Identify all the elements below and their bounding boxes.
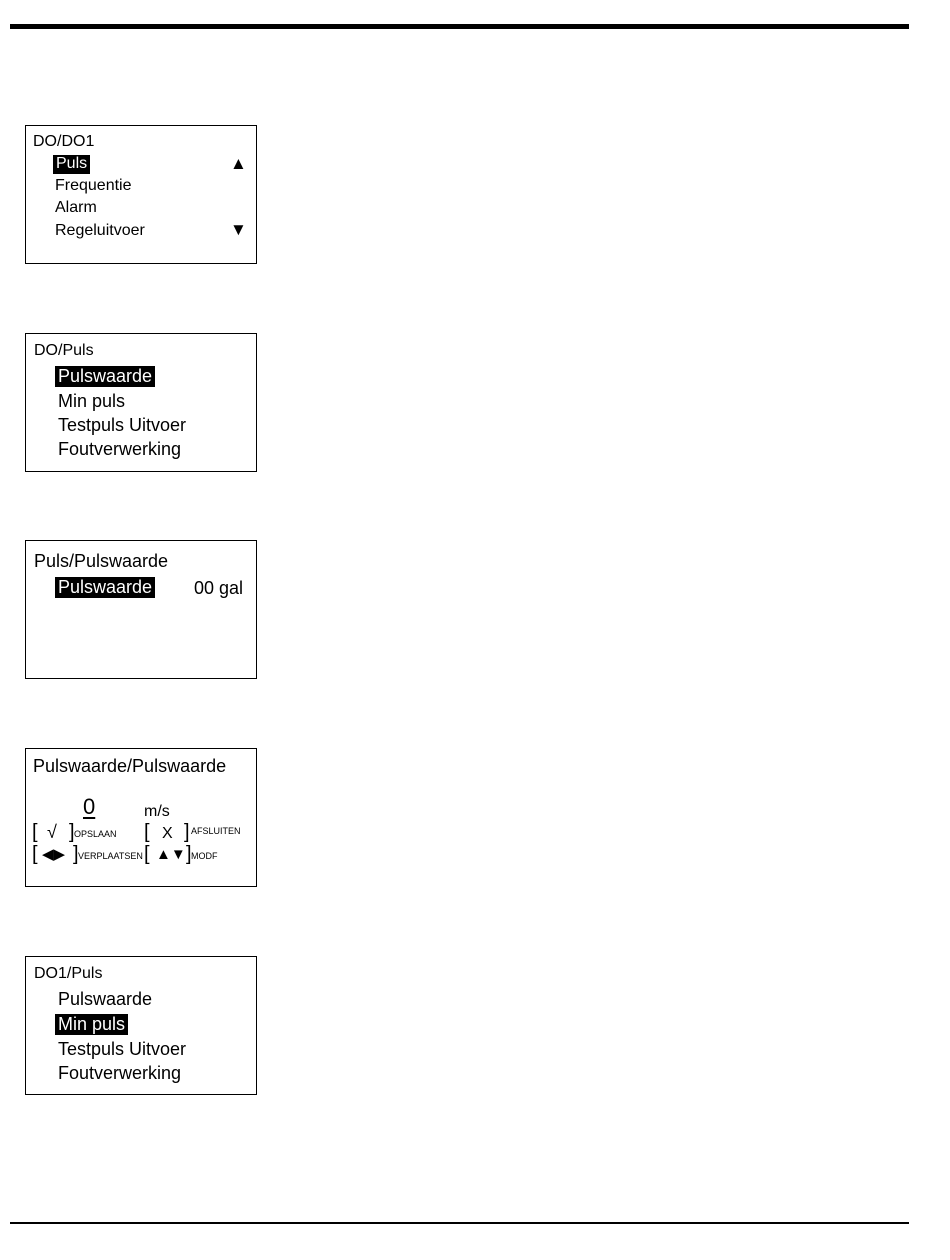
bracket: ] [184,821,190,843]
menu-item-alarm[interactable]: Alarm [55,199,97,216]
screen-title: Pulswaarde/Pulswaarde [33,756,227,776]
screen-title: DO/Puls [34,342,94,359]
screen-title: DO/DO1 [33,133,95,150]
bracket: [ [144,843,150,865]
menu-item-regeluitvoer[interactable]: Regeluitvoer [55,222,145,239]
menu-item-min-puls[interactable]: Min puls [55,1014,128,1035]
menu-item-foutverwerking[interactable]: Foutverwerking [58,1063,182,1083]
bracket: [ [32,843,38,865]
up-down-arrows-icon[interactable]: ▲▼ [156,846,186,863]
modify-key-label: MODF [191,851,218,861]
lcd-screen-do1-puls-menu [25,956,257,1095]
move-key-label: VERPLAATSEN [78,851,143,861]
menu-item-testpuls-uitvoer[interactable]: Testpuls Uitvoer [58,415,187,435]
lcd-screen-do-menu [25,125,257,264]
unit-label: m/s [144,803,170,820]
bracket: ] [73,843,79,865]
lcd-screen-pulswaarde-value [25,540,257,679]
close-icon[interactable]: X [162,825,173,842]
screen-title: DO1/Puls [34,965,103,982]
checkmark-icon[interactable]: √ [47,822,57,842]
screen-title: Puls/Pulswaarde [34,551,169,571]
field-label-pulswaarde[interactable]: Pulswaarde [55,577,155,598]
menu-item-puls[interactable]: Puls [53,155,90,174]
bracket: [ [144,821,150,843]
menu-item-frequentie[interactable]: Frequentie [55,177,132,194]
header-rule [10,24,909,29]
menu-item-pulswaarde[interactable]: Pulswaarde [58,989,153,1009]
lcd-screen-puls-menu [25,333,257,472]
exit-key-label: AFSLUITEN [191,826,241,836]
left-right-arrows-icon[interactable]: ◀▶ [42,846,66,863]
bracket: [ [32,821,38,843]
bracket: ] [69,821,75,843]
menu-item-pulswaarde[interactable]: Pulswaarde [55,366,155,387]
save-key-label: OPSLAAN [74,829,117,839]
scroll-up-icon[interactable]: ▲ [230,154,247,173]
menu-item-foutverwerking[interactable]: Foutverwerking [58,439,182,459]
menu-item-testpuls-uitvoer[interactable]: Testpuls Uitvoer [58,1039,187,1059]
lcd-screen-pulswaarde-edit [25,748,257,887]
field-value: 00 gal [194,578,244,598]
footer-rule [10,1222,909,1224]
edit-value[interactable]: 0 [83,794,96,819]
scroll-down-icon[interactable]: ▼ [230,220,247,239]
menu-item-min-puls[interactable]: Min puls [58,391,126,411]
bracket: ] [186,843,192,865]
